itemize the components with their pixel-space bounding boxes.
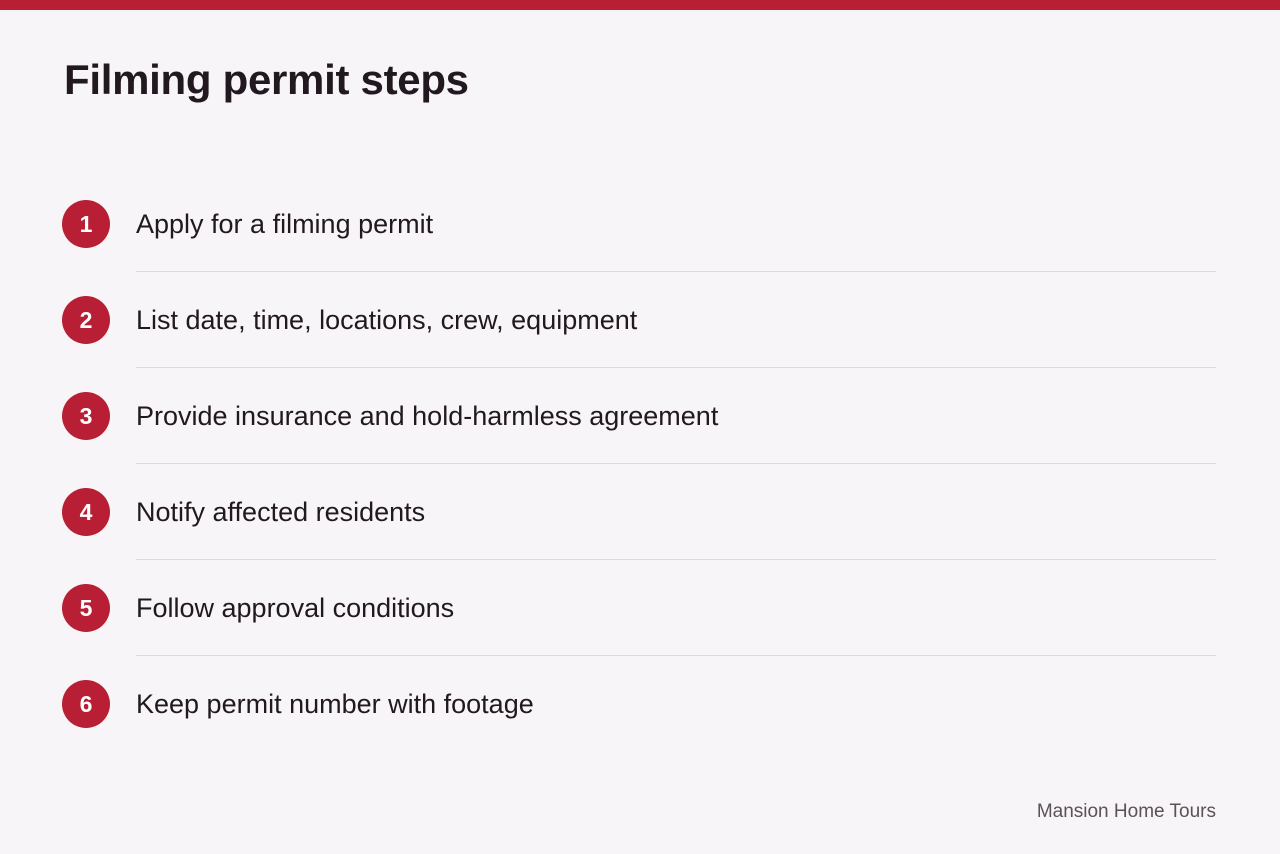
step-number-badge: 4 xyxy=(62,488,110,536)
step-item-4 xyxy=(0,464,1280,560)
footer-brand-name: Mansion Home Tours xyxy=(1036,801,1216,822)
step-item-1 xyxy=(0,176,1280,272)
steps-list xyxy=(0,176,1280,752)
step-label: Keep permit number with footage xyxy=(136,689,534,719)
step-item-5 xyxy=(0,560,1280,656)
step-label: Notify affected residents xyxy=(136,497,426,527)
step-number-badge: 3 xyxy=(62,392,110,440)
step-label: Follow approval conditions xyxy=(136,593,455,623)
step-number-badge: 6 xyxy=(62,680,110,728)
step-number-badge: 2 xyxy=(62,296,110,344)
page-title: Filming permit steps xyxy=(64,56,469,103)
step-label: Apply for a filming permit xyxy=(136,209,434,239)
step-number-badge: 1 xyxy=(62,200,110,248)
step-number-badge: 5 xyxy=(62,584,110,632)
accent-top-bar xyxy=(0,0,1280,10)
step-item-2 xyxy=(0,272,1280,368)
step-label: List date, time, locations, crew, equipment xyxy=(136,305,638,335)
step-item-6 xyxy=(0,656,1280,752)
step-item-3 xyxy=(0,368,1280,464)
step-label: Provide insurance and hold-harmless agreement xyxy=(136,401,719,431)
